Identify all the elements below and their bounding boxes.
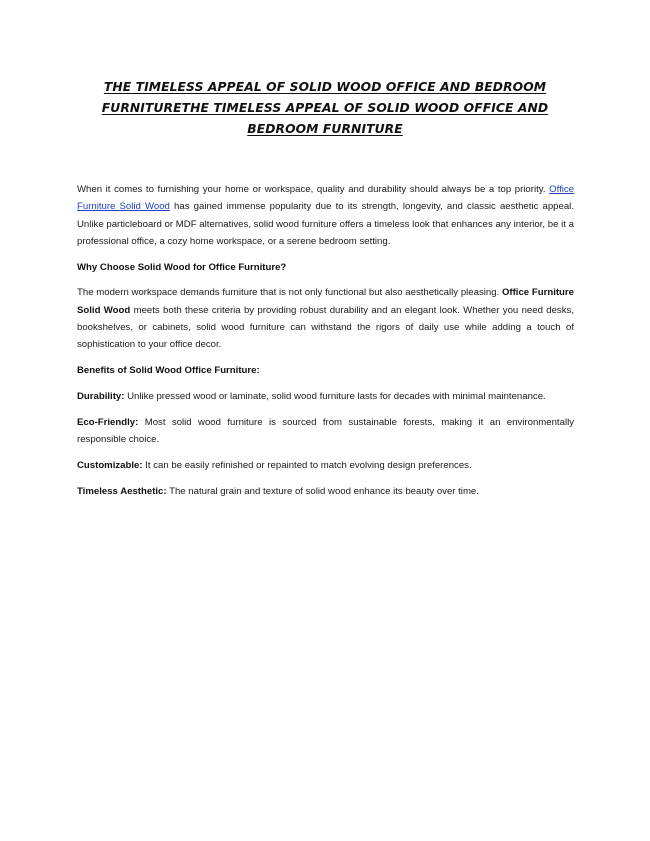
benefit-item-eco-friendly xyxy=(77,414,574,449)
section-heading-why-choose xyxy=(77,259,574,276)
why-choose-text-after-bold: meets both these criteria by providing robust durability and an elegant look. Whether you need desks, bookshelves, or cabinets, solid wood furniture can withstand the rigors of daily use while adding a touch of sophistication to your office decor. xyxy=(77,304,574,351)
benefit-label: Eco-Friendly: xyxy=(77,416,139,428)
why-choose-heading-text: Why Choose Solid Wood for Office Furniture? xyxy=(77,261,287,273)
benefits-heading-text: Benefits of Solid Wood Office Furniture: xyxy=(77,365,260,377)
benefit-label: Customizable: xyxy=(77,459,143,471)
benefit-item-timeless-aesthetic xyxy=(77,483,574,500)
benefit-label: Durability: xyxy=(77,390,125,402)
benefit-label: Timeless Aesthetic: xyxy=(77,485,167,497)
benefit-item-customizable xyxy=(77,457,574,474)
why-choose-paragraph xyxy=(77,284,574,353)
intro-text-before-link: When it comes to furnishing your home or workspace, quality and durability should always be a top priority. xyxy=(77,184,550,195)
benefit-text: Unlike pressed wood or laminate, solid wood furniture lasts for decades with minimal maintenance. xyxy=(124,390,546,402)
intro-paragraph xyxy=(77,181,574,250)
benefit-text: Most solid wood furniture is sourced from sustainable forests, making it an environmentally responsible choice. xyxy=(77,416,574,446)
office-furniture-solid-wood-link[interactable]: Office Furniture Solid Wood xyxy=(77,184,574,213)
why-choose-text-before-bold: The modern workspace demands furniture that is not only functional but also aesthetically pleasing. xyxy=(77,287,502,299)
document-title: THE TIMELESS APPEAL OF SOLID WOOD OFFICE AND BEDROOM FURNITURETHE TIMELESS APPEAL OF SOLID WOOD OFFICE AND BEDROOM FURNITURE xyxy=(101,80,549,136)
benefit-text: The natural grain and texture of solid wood enhance its beauty over time. xyxy=(166,485,479,497)
why-choose-bold-phrase: Office Furniture Solid Wood xyxy=(77,287,574,316)
document-body xyxy=(77,181,574,508)
benefit-text: It can be easily refinished or repainted to match evolving design preferences. xyxy=(142,459,472,471)
benefit-item-durability xyxy=(77,388,574,405)
intro-text-after-link: has gained immense popularity due to its strength, longevity, and classic aesthetic appeal. Unlike particleboard or MDF alternatives, solid wood furniture offers a timeless look that enhances any interior, be it a professional office, a cozy home workspace, or a serene bedroom setting. xyxy=(77,201,574,247)
section-heading-benefits xyxy=(77,362,574,379)
